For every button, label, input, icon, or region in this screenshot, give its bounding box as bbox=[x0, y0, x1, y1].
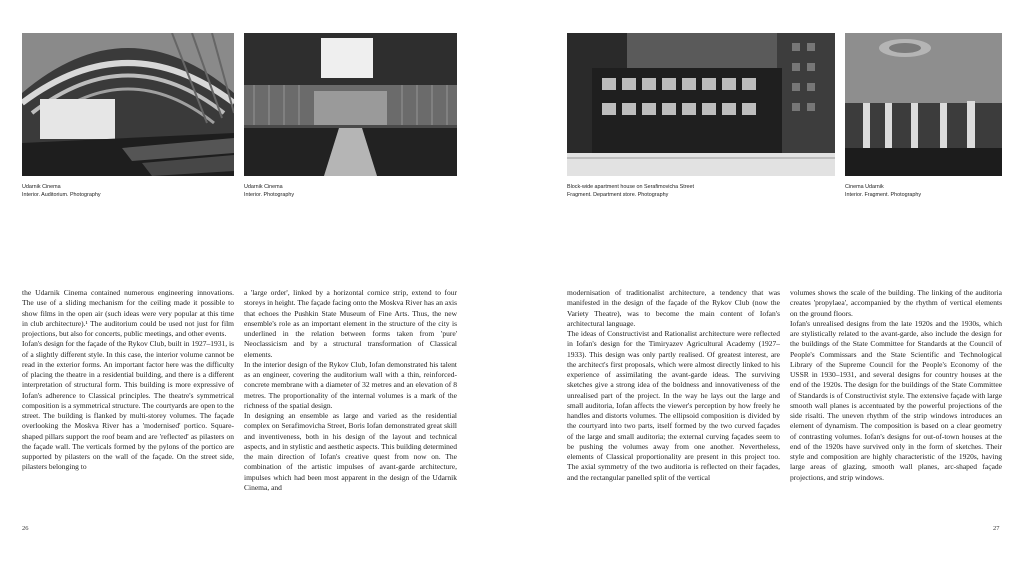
paragraph: In designing an ensemble as large and varied as the residential complex on Serafimovicha Street, Boris Iofan demonstrated great skill and inventiveness, both in his design of the layout and technical aspects, and in stylistic and aesthetic aspects. This building determined the main direction of Iofan's creative quest from now on. The combination of the artistic impulses of avant-garde architecture, impulses which had been most apparent in the design of the Udarnik Cinema, and bbox=[244, 411, 457, 492]
caption-subtitle: Fragment. Department store. Photography bbox=[567, 191, 669, 198]
photo-cinema-auditorium bbox=[22, 33, 234, 176]
paragraph: volumes shows the scale of the building. The linking of the auditoria creates 'propylaea', accompanied by the rhythm of vertical elements on the ground floors. bbox=[790, 288, 1002, 318]
paragraph: In the interior design of the Rykov Club, Iofan demonstrated his talent as an engineer, covering the auditorium wall with a thin, reinforced-concrete membrane with a diameter of 32 metres and an elevation of 8 metres. The proportionality of the internal volumes is a mark of the richness of the spatial design. bbox=[244, 359, 457, 410]
caption-subtitle: Interior. Auditorium. Photography bbox=[22, 191, 101, 198]
photo-cinema-interior bbox=[244, 33, 457, 176]
text-column-3 bbox=[567, 288, 780, 510]
photo-cinema-fragment bbox=[845, 33, 1002, 176]
paragraph: the Udarnik Cinema contained numerous engineering innovations. The use of a sliding mechanism for the ceiling made it possible to show films in the open air (such ideas were very popular at this time in club architecture).¹ The auditorium could be used not just for film projections, but also for concerts, public meetings, and other events. bbox=[22, 288, 234, 338]
caption-title: Cinema Udarnik bbox=[845, 184, 884, 190]
page-number-right: 27 bbox=[993, 525, 1000, 532]
caption-title: Udarnik Cinema bbox=[22, 184, 61, 190]
text-column-1 bbox=[22, 288, 234, 510]
paragraph: Iofan's design for the façade of the Rykov Club, built in 1927–1931, is of a slightly different style. In this case, the interior volume cannot be read in the exterior forms. An important factor here was the difficulty of placing the theatre in a residential building, and there is a different interpretation of structural form. This building is more expressive of Iofan's adherence to Classical principles. The theatre's symmetrical composition is a symmetrical structure. The courtyards are open to the street. The building is flanked by multi-storey volumes. The façade overlooking the Moskva River has a 'modernised' portico. Square-shaped pillars support the roof beam and are 'reflected' as pilasters on the façade wall. The verticals formed by the pylons of the portico are supported by pilasters on the wall of the façade. On the street side, pilasters belonging to bbox=[22, 339, 234, 472]
text-column-2 bbox=[244, 288, 457, 510]
caption-photo-1 bbox=[22, 184, 101, 199]
text-column-4 bbox=[790, 288, 1002, 510]
caption-photo-4 bbox=[845, 184, 921, 199]
caption-subtitle: Interior. Photography bbox=[244, 191, 295, 198]
paragraph: The ideas of Constructivist and Rationalist architecture were reflected in Iofan's design for the Timiryazev Agricultural Academy (1927–1933). This design was only partly realised. Of greatest interest, are the architect's first proposals, which were almost directly linked to his experience of assimilating the avant-garde ideas. The surviving sketches give a strong idea of the boldness and innovativeness of the unrealised part of the project. In the way he lays out the large and small auditoria, Iofan affects the viewer's perception by how freely he handles and distorts volumes. The ellipsoid composition is divided by the courtyard into two parts, itself formed by the two curved façades of the large and small auditoria; the external curving façades seem to be pushing the volumes away from one another. Nevertheless, elements of Classical proportionality are present in this project too. The axial symmetry of the two auditoria is reflected on their façades, and the rectangular panelled split of the vertical bbox=[567, 329, 780, 482]
paragraph: Iofan's unrealised designs from the late 1920s and the 1930s, which are stylistically related to the avant-garde, also include the design for the buildings of the State Committee for Standards at the Council of People's Commissars and the State Scientific and Technological Library of the Supreme Council for the People's Economy of the USSR in 1930–1931, and several designs for country houses at the end of the 1920s. The design for the buildings of the State Committee of Standards is of Constructivist style. The extensive façade with large smooth wall planes is accentuated by the powerful projections of the side risalti. The uneven rhythm of the strip windows introduces an element of dynamism. The composition is based on a clear geometry of contrasting volumes. Iofan's designs for out-of-town houses at the end of the 1920s have survived only in the form of sketches. Their style and composition are highly characteristic of the 1920s, having large areas of glazing, smooth wall planes, arc-shaped façade projections, and strip windows. bbox=[790, 318, 1002, 482]
caption-title: Udarnik Cinema bbox=[244, 184, 283, 190]
paragraph: modernisation of traditionalist architecture, a tendency that was manifested in the design of the façade of the Rykov Club (now the Variety Theatre), was to become the main content of Iofan's architectural language. bbox=[567, 288, 780, 328]
caption-photo-2 bbox=[244, 184, 294, 199]
paragraph: a 'large order', linked by a horizontal cornice strip, extend to four storeys in height. The façade facing onto the Moskva River has an axis that echoes the Pushkin State Museum of Fine Arts. Thus, the new ensemble's role as an important element in the structure of the city is underlined in the relation between forms taken from 'pure' Neoclassicism and by a structural transformation of Classical elements. bbox=[244, 288, 457, 359]
caption-photo-3 bbox=[567, 184, 694, 199]
caption-subtitle: Interior. Fragment. Photography bbox=[845, 191, 922, 198]
page-number-left: 26 bbox=[22, 525, 29, 532]
caption-title: Block-wide apartment house on Serafimovicha Street bbox=[567, 184, 695, 190]
photo-department-store bbox=[567, 33, 835, 176]
